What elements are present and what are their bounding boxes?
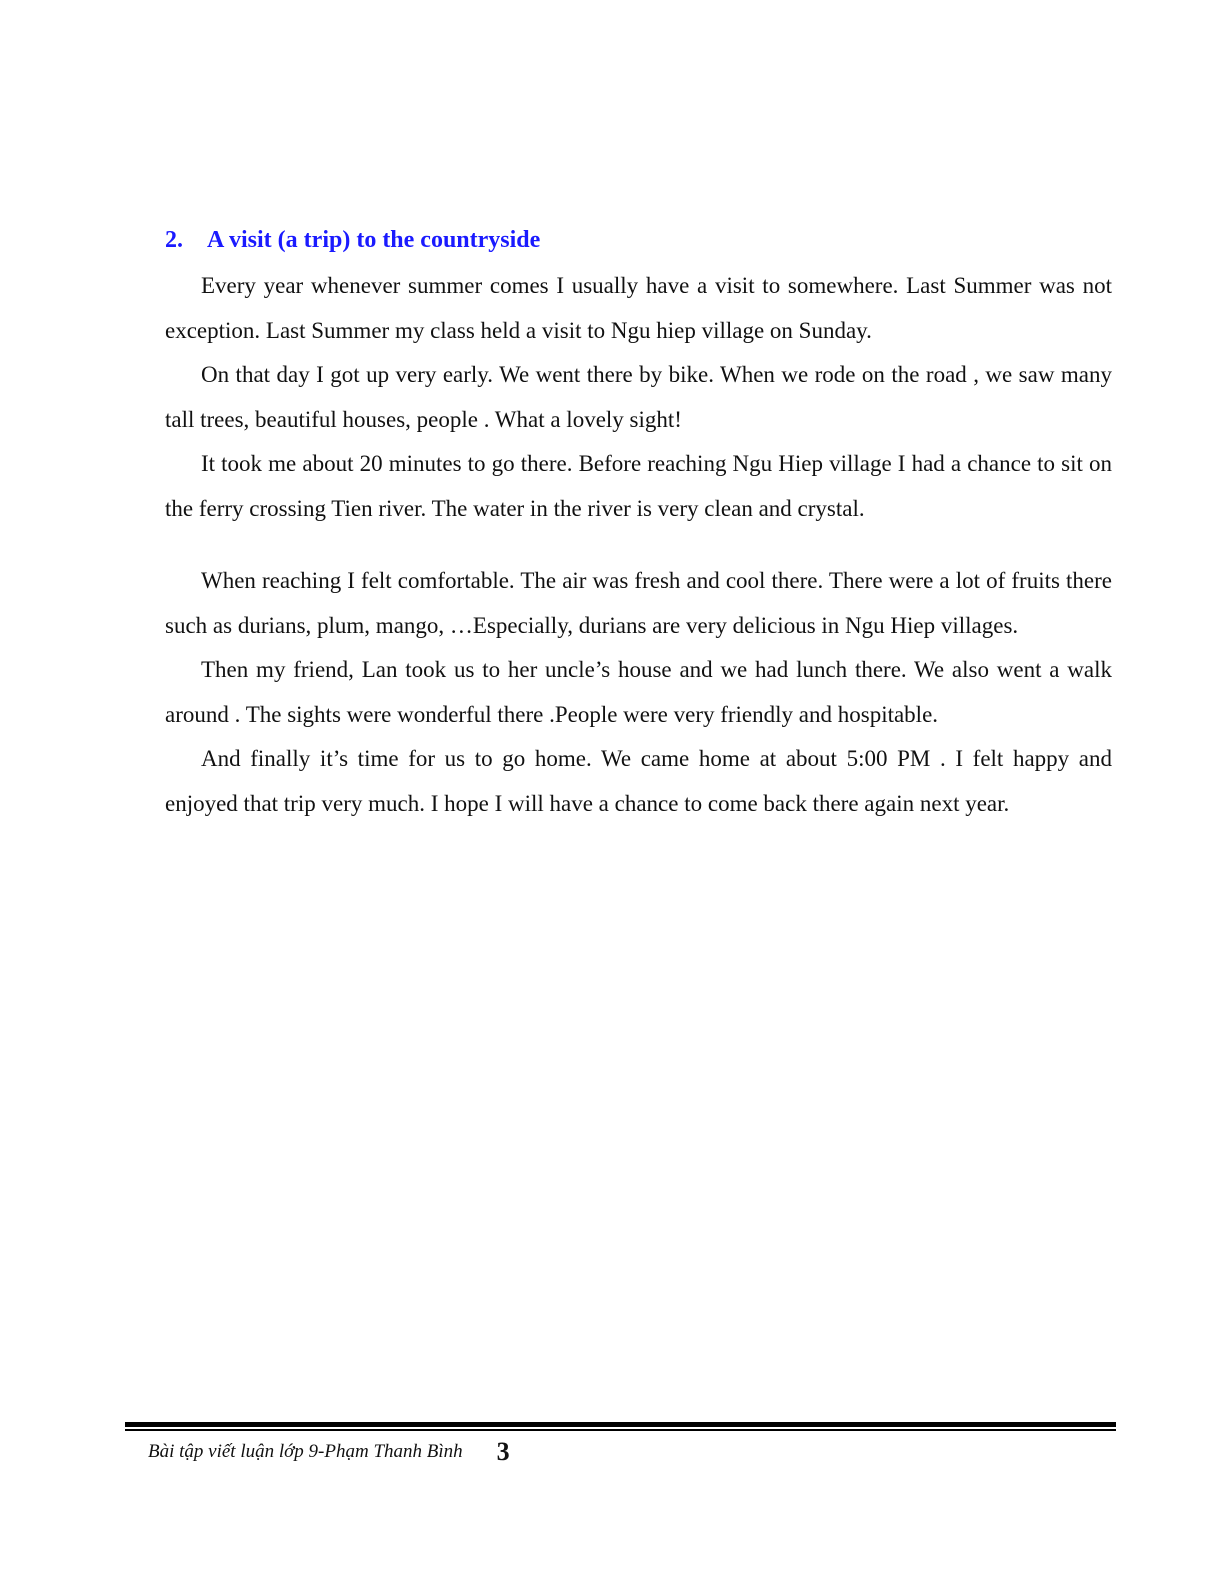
- paragraph-3: It took me about 20 minutes to go there. Before reaching Ngu Hiep village I had a chance to sit on the ferry crossing Tien river. The water in the river is very clean and crystal.: [165, 451, 1112, 521]
- document-body: [165, 220, 1112, 826]
- page-footer: [148, 1436, 510, 1468]
- paragraph-4: When reaching I felt comfortable. The air was fresh and cool there. There were a lot of fruits there such as durians, plum, mango, …Especially, durians are very delicious in Ngu Hiep villages.: [165, 568, 1112, 638]
- page-number: 3: [496, 1437, 510, 1466]
- footer-rule-thin: [125, 1429, 1116, 1431]
- paragraph-2: On that day I got up very early. We went there by bike. When we rode on the road , we saw many tall trees, beautiful houses, people . What a lovely sight!: [165, 362, 1112, 432]
- section-heading: [165, 220, 1112, 260]
- section-title: A visit (a trip) to the countryside: [207, 227, 541, 253]
- footer-rule-thick: [125, 1422, 1116, 1427]
- paragraph-1: Every year whenever summer comes I usually have a visit to somewhere. Last Summer was not exception. Last Summer my class held a visit to Ngu hiep village on Sunday.: [165, 273, 1112, 343]
- section-number: 2.: [165, 227, 183, 253]
- paragraph-5: Then my friend, Lan took us to her uncle’s house and we had lunch there. We also went a walk around . The sights were wonderful there .People were very friendly and hospitable.: [165, 657, 1112, 727]
- paragraph-6: And finally it’s time for us to go home. We came home at about 5:00 PM . I felt happy and enjoyed that trip very much. I hope I will have a chance to come back there again next year.: [165, 746, 1112, 816]
- footer-title: Bài tập viết luận lớp 9-Phạm Thanh Bình: [148, 1441, 463, 1462]
